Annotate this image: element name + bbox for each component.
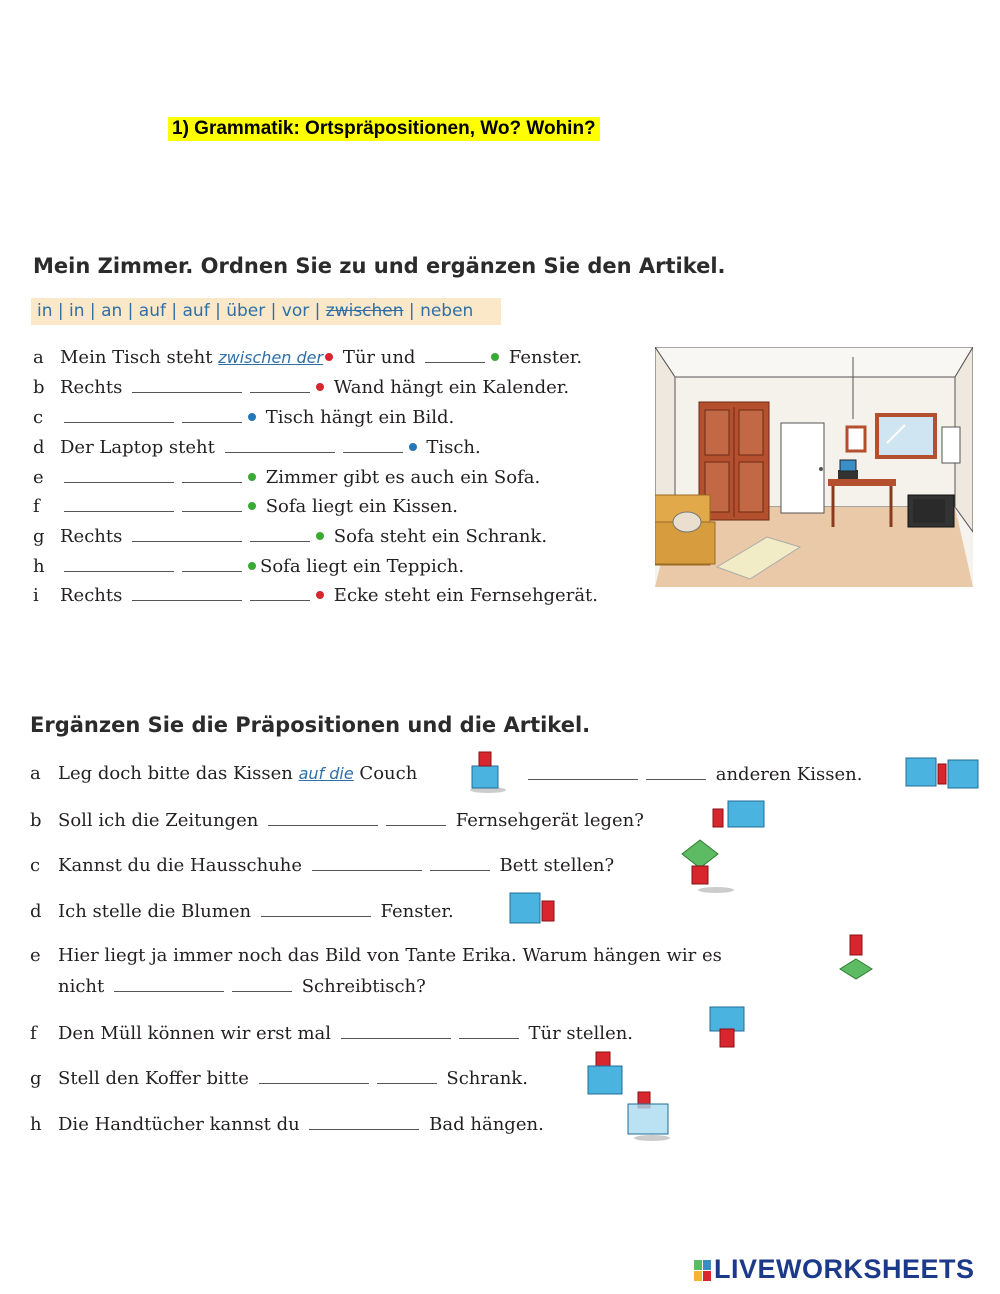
item-text: Rechts bbox=[60, 585, 129, 606]
exercise1-item-h bbox=[33, 553, 464, 579]
item-letter: a bbox=[33, 347, 44, 368]
item-text: Couch bbox=[353, 763, 418, 784]
answer-blank[interactable] bbox=[182, 553, 242, 572]
item-letter: g bbox=[30, 1068, 42, 1089]
item-letter: c bbox=[30, 855, 41, 876]
green-dot-icon bbox=[316, 532, 324, 540]
answer-blank[interactable] bbox=[132, 523, 242, 542]
green-dot-icon bbox=[248, 562, 256, 570]
green-dot-icon bbox=[491, 353, 499, 361]
item-text: Den Müll können wir erst mal bbox=[58, 1023, 337, 1044]
example-answer: auf die bbox=[298, 764, 354, 783]
item-letter: g bbox=[33, 526, 45, 547]
exercise1-item-i bbox=[33, 582, 598, 608]
exercise1-item-a bbox=[33, 344, 582, 370]
item-text: Schreibtisch? bbox=[295, 976, 426, 997]
answer-blank[interactable] bbox=[64, 404, 174, 423]
answer-blank[interactable] bbox=[459, 1020, 519, 1039]
exercise2-item-c bbox=[30, 852, 614, 879]
item-text: Rechts bbox=[60, 526, 129, 547]
item-text: Rechts bbox=[60, 377, 129, 398]
answer-blank[interactable] bbox=[182, 464, 242, 483]
exercise2-item-e-line2 bbox=[58, 973, 426, 1000]
answer-blank[interactable] bbox=[225, 434, 335, 453]
answer-blank[interactable] bbox=[64, 553, 174, 572]
exercise2-item-b bbox=[30, 807, 644, 834]
answer-blank[interactable] bbox=[377, 1065, 437, 1084]
item-text: Wand hängt ein Kalender. bbox=[328, 377, 570, 398]
red-dot-icon bbox=[316, 383, 324, 391]
blue-dot-icon bbox=[409, 443, 417, 451]
item-text: anderen Kissen. bbox=[715, 764, 863, 785]
item-letter: d bbox=[30, 901, 42, 922]
item-text: Sofa liegt ein Teppich. bbox=[260, 556, 465, 577]
item-text: Hier liegt ja immer noch das Bild von Tante Erika. Warum hängen wir es bbox=[58, 945, 722, 966]
answer-blank[interactable] bbox=[64, 493, 174, 512]
item-letter: e bbox=[30, 945, 41, 966]
answer-blank[interactable] bbox=[182, 493, 242, 512]
answer-blank[interactable] bbox=[250, 582, 310, 601]
red-dot-icon bbox=[316, 591, 324, 599]
inside-preposition-icon bbox=[624, 1090, 676, 1142]
under-preposition-icon bbox=[678, 838, 738, 896]
green-dot-icon bbox=[248, 473, 256, 481]
exercise1-item-d bbox=[33, 434, 481, 460]
item-letter: h bbox=[33, 556, 45, 577]
word-bank-words: in | in | an | auf | auf | über | vor | bbox=[37, 301, 326, 321]
item-text: Bett stellen? bbox=[493, 855, 615, 876]
worksheet-title: 1) Grammatik: Ortspräpositionen, Wo? Wohin? bbox=[168, 117, 600, 141]
item-letter: b bbox=[33, 377, 45, 398]
item-letter: h bbox=[30, 1114, 42, 1135]
item-text: Tisch. bbox=[420, 437, 481, 458]
item-text: Bad hängen. bbox=[423, 1114, 544, 1135]
room-illustration bbox=[655, 347, 973, 587]
logo-text: LIVEWORKSHEETS bbox=[714, 1254, 975, 1284]
liveworksheets-logo bbox=[694, 1254, 975, 1285]
item-letter: b bbox=[30, 810, 42, 831]
green-dot-icon bbox=[248, 502, 256, 510]
answer-blank[interactable] bbox=[268, 807, 378, 826]
between-preposition-icon bbox=[904, 754, 984, 792]
answer-blank[interactable] bbox=[430, 852, 490, 871]
item-text: Tür stellen. bbox=[522, 1023, 634, 1044]
item-text: Fenster. bbox=[374, 901, 454, 922]
answer-blank[interactable] bbox=[646, 761, 706, 780]
red-dot-icon bbox=[325, 353, 333, 361]
exercise2-item-a bbox=[30, 761, 417, 787]
exercise2-item-g bbox=[30, 1065, 528, 1092]
item-text: nicht bbox=[58, 976, 110, 997]
item-letter: a bbox=[30, 763, 41, 784]
item-text: Sofa liegt ein Kissen. bbox=[260, 496, 459, 517]
item-text: Mein Tisch steht bbox=[60, 347, 219, 368]
word-bank-struck-word: zwischen bbox=[325, 301, 404, 321]
exercise1-item-g bbox=[33, 523, 547, 549]
exercise2-item-h bbox=[30, 1111, 544, 1138]
exercise2-item-a-continued bbox=[524, 761, 862, 788]
exercise2-item-f bbox=[30, 1020, 633, 1047]
answer-blank[interactable] bbox=[232, 973, 292, 992]
exercise1-item-b bbox=[33, 374, 569, 400]
item-text: Leg doch bitte das Kissen bbox=[58, 763, 299, 784]
item-text: Zimmer gibt es auch ein Sofa. bbox=[260, 467, 541, 488]
answer-blank[interactable] bbox=[259, 1065, 369, 1084]
answer-blank[interactable] bbox=[250, 523, 310, 542]
exercise2-item-d bbox=[30, 898, 454, 925]
liveworksheets-icon bbox=[694, 1260, 712, 1282]
item-text: Die Handtücher kannst du bbox=[58, 1114, 306, 1135]
answer-blank[interactable] bbox=[343, 434, 403, 453]
answer-blank[interactable] bbox=[309, 1111, 419, 1130]
in-front-of-preposition-icon bbox=[710, 797, 780, 833]
exercise2-item-e bbox=[30, 943, 722, 969]
item-letter: e bbox=[33, 467, 44, 488]
answer-blank[interactable] bbox=[250, 374, 310, 393]
example-answer: zwischen der bbox=[218, 348, 324, 367]
answer-blank[interactable] bbox=[386, 807, 446, 826]
item-text: Soll ich die Zeitungen bbox=[58, 810, 265, 831]
next-to-preposition-icon bbox=[508, 891, 558, 927]
item-text: Schrank. bbox=[440, 1068, 528, 1089]
answer-blank[interactable] bbox=[312, 852, 422, 871]
item-text: Der Laptop steht bbox=[60, 437, 221, 458]
on-preposition-icon bbox=[464, 748, 508, 794]
section2-heading: Ergänzen Sie die Präpositionen und die Artikel. bbox=[30, 713, 591, 737]
word-bank-words-end: | neben bbox=[403, 301, 474, 321]
item-text: Tisch hängt ein Bild. bbox=[260, 407, 455, 428]
answer-blank[interactable] bbox=[132, 374, 242, 393]
answer-blank[interactable] bbox=[64, 464, 174, 483]
section1-heading: Mein Zimmer. Ordnen Sie zu und ergänzen Sie den Artikel. bbox=[33, 254, 726, 278]
answer-blank[interactable] bbox=[114, 973, 224, 992]
behind-preposition-icon bbox=[706, 1005, 750, 1051]
exercise1-item-f bbox=[33, 493, 458, 519]
item-text: Ecke steht ein Fernsehgerät. bbox=[328, 585, 598, 606]
item-text: Fernsehgerät legen? bbox=[450, 810, 644, 831]
item-letter: c bbox=[33, 407, 44, 428]
item-text: Tür und bbox=[337, 347, 422, 368]
item-text: Fenster. bbox=[503, 347, 583, 368]
item-text: Ich stelle die Blumen bbox=[58, 901, 257, 922]
item-letter: i bbox=[33, 585, 39, 606]
item-text: Kannst du die Hausschuhe bbox=[58, 855, 308, 876]
item-text: Stell den Koffer bitte bbox=[58, 1068, 255, 1089]
answer-blank[interactable] bbox=[182, 404, 242, 423]
item-letter: f bbox=[30, 1023, 37, 1044]
over-preposition-icon bbox=[836, 933, 890, 983]
item-letter: f bbox=[33, 496, 40, 517]
blue-dot-icon bbox=[248, 413, 256, 421]
exercise1-item-c bbox=[33, 404, 454, 430]
answer-blank[interactable] bbox=[425, 344, 485, 363]
word-bank bbox=[31, 298, 501, 325]
answer-blank[interactable] bbox=[261, 898, 371, 917]
answer-blank[interactable] bbox=[528, 761, 638, 780]
answer-blank[interactable] bbox=[341, 1020, 451, 1039]
answer-blank[interactable] bbox=[132, 582, 242, 601]
item-text: Sofa steht ein Schrank. bbox=[328, 526, 548, 547]
item-letter: d bbox=[33, 437, 45, 458]
exercise1-item-e bbox=[33, 464, 540, 490]
